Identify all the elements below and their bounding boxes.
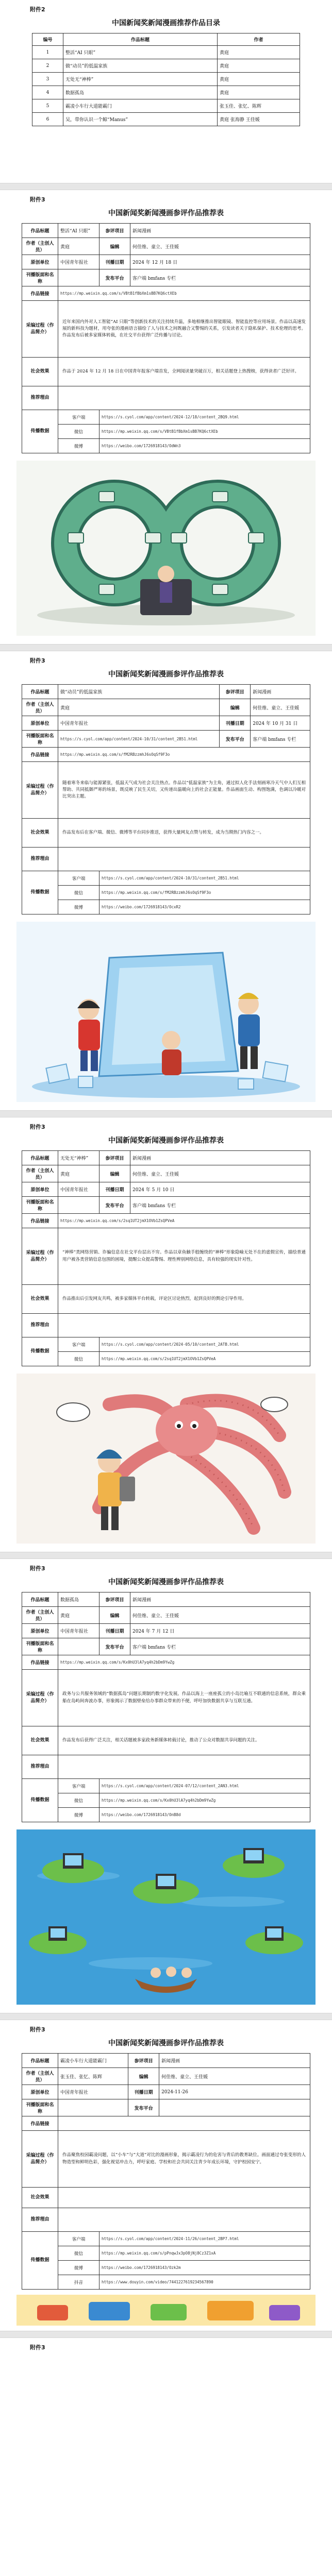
link-label: 抖音 [58,2275,99,2290]
field-value: 新闻漫画 [130,1151,310,1165]
publication-value [58,1197,99,1214]
intro-text: “神棒”类网络营销、诈骗信息在社交平台层出不穷。作品以章鱼触手般缠绕的“神棒”形象隐喻无处不在的虚假宣传，描绘普通用户被各类营销信息包围的困境，提醒公众提高警惕、理性辨别网络信息，具有较强的现实针对性。 [58,1228,310,1285]
toc-author: 黄庭 [218,59,300,73]
label-work-title: 作品标题 [22,1592,58,1607]
work-title: 霸凌小车行大道能霸门 [58,2054,128,2068]
appendix-label: 附件3 [30,1565,45,1572]
author-value: 黄庭 [58,699,220,716]
date-value: 2024 年 10 月 31 日 [251,716,310,731]
link-url[interactable]: https://weibo.com/1726918143/OdWn3 [99,439,310,453]
link-url[interactable]: https://s.cyol.com/app/content/2024-11/26/content_2BP7.html [99,2232,310,2246]
editor-value: 何佳维、童立、王佳媛 [159,2068,310,2085]
label-date: 刊播日期 [99,255,130,269]
editor-value: 何佳维、童立、王佳媛 [251,699,310,716]
label-link: 作品链接 [22,748,58,762]
date-value: 2024 年 5 月 10 日 [130,1182,310,1197]
field-value: 新闻漫画 [130,1592,310,1607]
label-work-title: 作品标题 [22,224,58,238]
appendix-label: 附件3 [30,2344,45,2351]
label-intro: 采编过程（作品简介） [22,762,58,819]
author-value: 黄庭 [58,1165,99,1182]
work-title: 整活“AI 只眼” [58,224,99,238]
label-work-title: 作品标题 [22,685,58,699]
label-link: 作品链接 [22,2116,58,2131]
label-intro: 采编过程（作品简介） [22,301,58,358]
opinion-text [58,1755,310,1779]
cartoon-illustration [16,1374,316,1544]
label-links: 传播数据 [22,1337,58,1366]
field-value: 新闻漫画 [251,685,310,699]
label-publication: 刊播版面和名称 [22,731,58,748]
appendix-label: 附件3 [30,1124,45,1130]
editor-value: 何佳维、童立、王佳媛 [130,1607,310,1624]
page-separator [0,1552,332,1559]
label-effect: 社会效果 [22,358,58,386]
cartoon-illustration [16,922,316,1102]
recommendation-form [22,684,310,914]
opinion-text [58,1314,310,1337]
effect-text [58,2188,310,2208]
label-editor: 编辑 [99,238,130,255]
intro-text: 随着寒冬来临与能源紧张，低温天气成为社会关注热点。作品以“低温家族”为主角，通过拟人化手法刻画寒冷天气中人们互相帮助、共同抵御严寒的场景，既反映了民生关切，又传递出温暖向上的社会正能量。作品画面生动、构图饱满，色调以冷暖对比突出主题。 [58,762,310,819]
cartoon-illustration [16,2295,316,2326]
label-work-title: 作品标题 [22,1151,58,1165]
table-row [32,99,300,113]
editor-value: 何佳维、童立、王佳媛 [130,1165,310,1182]
label-publication: 刊播版面和名称 [22,1638,58,1655]
work-link[interactable]: https://mp.weixin.qq.com/s/Kx0hU3lA7yq4h2bDm9YwZg [58,1655,310,1670]
label-platform: 发布平台 [128,2099,159,2116]
label-opinion: 推荐理由 [22,848,58,871]
link-label: 微博 [58,2261,99,2275]
publication-value [58,269,99,286]
toc-author: 黄庭 [218,46,300,59]
recommendation-form [22,223,310,453]
label-editor: 编辑 [128,2068,159,2085]
label-field: 参评项目 [128,2054,159,2068]
appendix-label: 附件3 [30,2026,45,2033]
label-link: 作品链接 [22,1655,58,1670]
link-url[interactable]: https://mp.weixin.qq.com/s/VBtB1fBbXm1sBB7KQ6ctXEb [99,425,310,439]
table-row [32,46,300,59]
work-link[interactable]: https://mp.weixin.qq.com/s/fM2RBzzmhJ6sOqSf9F3o [58,748,310,762]
link-url[interactable]: https://www.douyin.com/video/7441227619234567890 [99,2275,310,2290]
toc-title-cell: 无处无“神棒” [63,73,218,86]
toc-author: 黄庭 张海静 王佳媛 [218,113,300,126]
label-links: 传播数据 [22,2232,58,2290]
label-intro: 采编过程（作品简介） [22,2131,58,2188]
link-url[interactable]: https://mp.weixin.qq.com/s/fM2RBzzmhJ6sOqSf9F3o [99,886,310,900]
recommendation-form [22,1592,310,1822]
link-url[interactable]: https://mp.weixin.qq.com/s/Kx0hU3lA7yq4h2bDm9YwZg [99,1793,310,1808]
label-platform: 发布平台 [99,1197,130,1214]
page-separator [0,2013,332,2020]
appendix-label: 附件3 [30,657,45,664]
intro-text: 作品聚焦校园霸凌问题，以“小车”与“大道”对比的漫画形象，揭示霸凌行为的危害与背后的教育缺位。画面通过夸张变形的人物造型和鲜明色彩，强化视觉冲击力，呼吁家庭、学校和社会共同关注青少年成长环境，守护校园安宁。 [58,2131,310,2188]
cartoon-low-temp-family [16,922,316,1102]
link-url[interactable]: https://weibo.com/1726918143/Ozk2m [99,2261,310,2275]
toc-header-title: 作品标题 [63,33,218,46]
recommendation-form [22,2053,310,2290]
label-intro: 采编过程（作品简介） [22,1670,58,1726]
editor-value: 何佳维、童立、王佳媛 [130,238,310,255]
table-row [32,86,300,99]
label-author: 作者（主创人员） [22,238,58,255]
label-links: 传播数据 [22,410,58,453]
label-unit: 原创单位 [22,716,58,731]
label-field: 参评项目 [99,1592,130,1607]
platform-value: 客户端 bmfans 专栏 [130,269,310,286]
toc-author: 张玉佳、张忆、陈辉 [218,99,300,113]
link-label: 微信 [58,1793,99,1808]
label-publication: 刊播版面和名称 [22,1197,58,1214]
label-publication: 刊播版面和名称 [22,2099,58,2116]
label-opinion: 推荐理由 [22,2208,58,2232]
label-field: 参评项目 [220,685,251,699]
toc-header-author: 作者 [218,33,300,46]
link-label: 微博 [58,900,99,914]
toc-no: 1 [32,46,63,59]
link-label: 客户端 [58,871,99,886]
work-title: 数据孤岛 [58,1592,99,1607]
label-field: 参评项目 [99,224,130,238]
label-links: 传播数据 [22,871,58,914]
unit-value: 中国青年报社 [58,2085,128,2099]
form-title: 中国新闻奖新闻漫画参评作品推荐表 [108,2039,224,2047]
unit-value: 中国青年报社 [58,255,99,269]
label-platform: 发布平台 [99,1638,130,1655]
toc-title-cell: 数据孤岛 [63,86,218,99]
recommendation-form [22,1150,310,1366]
label-intro: 采编过程（作品简介） [22,1228,58,1285]
link-url[interactable]: https://mp.weixin.qq.com/s/pPnqwJx3pO8jNj8Cz3Z1xA [99,2246,310,2261]
label-opinion: 推荐理由 [22,386,58,410]
effect-text: 作品于 2024 年 12 月 18 日在中国青年报客户端首发，全网阅读量突破百万，相关话题登上热搜榜，获得读者广泛好评。 [58,358,310,386]
field-value: 新闻漫画 [159,2054,310,2068]
publication-value: https://s.cyol.com/app/content/2024-10/31/content_2B51.html [58,731,220,748]
page-separator [0,1110,332,1117]
cartoon-illustration [16,1829,316,2005]
toc-no: 2 [32,59,63,73]
link-label: 微信 [58,1352,99,1366]
label-date: 刊播日期 [99,1182,130,1197]
toc-no: 4 [32,86,63,99]
label-effect: 社会效果 [22,2188,58,2208]
link-label: 客户端 [58,1337,99,1352]
author-value: 黄庭 [58,238,99,255]
label-effect: 社会效果 [22,1726,58,1755]
label-link: 作品链接 [22,286,58,301]
link-label: 客户端 [58,2232,99,2246]
date-value: 2024-11-26 [159,2085,310,2099]
form-title: 中国新闻奖新闻漫画参评作品推荐表 [108,1578,224,1586]
label-author: 作者（主创人员） [22,2068,58,2085]
label-unit: 原创单位 [22,2085,58,2099]
date-value: 2024 年 12 月 18 日 [130,255,310,269]
unit-value: 中国青年报社 [58,716,220,731]
toc-title-cell: 吴，带你认识一个鲸“Manus” [63,113,218,126]
label-editor: 编辑 [99,1165,130,1182]
link-label: 微信 [58,425,99,439]
page-separator [0,183,332,190]
label-publication: 刊播版面和名称 [22,269,58,286]
link-label: 微信 [58,886,99,900]
link-label: 客户端 [58,410,99,425]
form-title: 中国新闻奖新闻漫画参评作品推荐表 [108,670,224,679]
label-unit: 原创单位 [22,1624,58,1638]
toc-title-cell: 霸凌小车行大道能霸门 [63,99,218,113]
cartoon-octopus [16,1374,316,1544]
opinion-text [58,2208,310,2232]
label-links: 传播数据 [22,1779,58,1822]
toc-no: 5 [32,99,63,113]
toc-author: 黄庭 [218,86,300,99]
work-link[interactable]: https://mp.weixin.qq.com/s/VBtB1fBbXm1sBB7KQ6ctXEb [58,286,310,301]
unit-value: 中国青年报社 [58,1624,99,1638]
label-date: 刊播日期 [128,2085,159,2099]
label-author: 作者（主创人员） [22,1607,58,1624]
toc-title: 中国新闻奖新闻漫画推荐作品目录 [112,19,220,27]
label-opinion: 推荐理由 [22,1314,58,1337]
platform-value: 客户端 bmfans 专栏 [130,1197,310,1214]
publication-value [58,2099,128,2116]
effect-text: 作品发布后获得广泛关注，相关话题被多家政务新媒体转载讨论，推动了公众对数据共享问题的关注。 [58,1726,310,1755]
appendix-label: 附件2 [30,6,45,13]
opinion-text [58,386,310,410]
cartoon-ai-eyes [16,461,316,636]
toc-header-no: 编号 [32,33,63,46]
link-url[interactable]: https://s.cyol.com/app/content/2024-05/10/content_2ATB.html [99,1337,310,1352]
toc-no: 6 [32,113,63,126]
link-url[interactable]: https://mp.weixin.qq.com/s/2sq1UT2jmX1OVb1ZsQPVeA [99,1352,310,1366]
work-link[interactable]: https://mp.weixin.qq.com/s/2sq1UT2jmX1OVb1ZsQPVeA [58,1214,310,1228]
intro-text: 政务与公共服务领域的“数据孤岛”问题长期制约数字化发展。作品以海上一座座孤立的小岛比喻互不联通的信息系统，群众乘船在岛屿间奔波办事，形象揭示了数据壁垒给办事群众带来的不便，呼吁加快数据共享与互联互通。 [58,1670,310,1726]
page-separator [0,644,332,651]
field-value: 新闻漫画 [130,224,310,238]
link-url[interactable]: https://s.cyol.com/app/content/2024-10/31/content_2B51.html [99,871,310,886]
unit-value: 中国青年报社 [58,1182,99,1197]
label-date: 刊播日期 [220,716,251,731]
form-title: 中国新闻奖新闻漫画参评作品推荐表 [108,1137,224,1145]
work-link[interactable] [58,2116,310,2131]
label-platform: 发布平台 [220,731,251,748]
opinion-text [58,848,310,871]
label-effect: 社会效果 [22,1285,58,1314]
label-author: 作者（主创人员） [22,699,58,716]
label-platform: 发布平台 [99,269,130,286]
toc-title-cell: 整活“AI 只眼” [63,46,218,59]
link-url[interactable]: https://weibo.com/1726918143/OcxR2 [99,900,310,914]
cartoon-bullying-strip [16,2295,316,2326]
table-row [32,59,300,73]
form-title: 中国新闻奖新闻漫画参评作品推荐表 [108,209,224,217]
link-label: 微博 [58,439,99,453]
publication-value [58,1638,99,1655]
link-url[interactable]: https://s.cyol.com/app/content/2024-12/18/content_2BQ9.html [99,410,310,425]
effect-text: 作品推出后引发网友共鸣，被多家媒体平台转载，评论区讨论热烈，起到良好的舆论引导作用。 [58,1285,310,1314]
label-link: 作品链接 [22,1214,58,1228]
work-title: 做“动员”的低温家族 [58,685,220,699]
work-title: 无处无“神棒” [58,1151,99,1165]
toc-header-row [32,33,300,46]
label-field: 参评项目 [99,1151,130,1165]
page-separator [0,2331,332,2338]
label-editor: 编辑 [99,1607,130,1624]
link-url[interactable]: https://s.cyol.com/app/content/2024-07/12/content_2AN3.html [99,1779,310,1793]
cartoon-data-islands [16,1829,316,2005]
label-unit: 原创单位 [22,255,58,269]
toc-title-cell: 做“动员”的低温家族 [63,59,218,73]
label-work-title: 作品标题 [22,2054,58,2068]
effect-text: 作品发布后在客户端、微信、微博等平台同步推送，获得大量网友点赞与转发，成为当期热门内容之一。 [58,819,310,848]
appendix-label: 附件3 [30,196,45,203]
label-unit: 原创单位 [22,1182,58,1197]
link-url[interactable]: https://weibo.com/1726918143/OnB8d [99,1808,310,1822]
label-date: 刊播日期 [99,1624,130,1638]
platform-value: 客户端 bmfans 专栏 [130,1638,310,1655]
date-value: 2024 年 7 月 12 日 [130,1624,310,1638]
cartoon-illustration [16,461,316,636]
link-label: 微信 [58,2246,99,2261]
label-editor: 编辑 [220,699,251,716]
table-row [32,113,300,126]
link-label: 微博 [58,1808,99,1822]
label-author: 作者（主创人员） [22,1165,58,1182]
toc-author: 黄庭 [218,73,300,86]
toc-table [32,33,300,126]
platform-value [159,2099,310,2116]
author-value: 张玉佳、张忆、陈辉 [58,2068,128,2085]
platform-value: 客户端 bmfans 专栏 [251,731,310,748]
label-effect: 社会效果 [22,819,58,848]
toc-no: 3 [32,73,63,86]
intro-text: 近年来国内外对人工智能“AI 只眼”等创新技术的关注持续升温，多地相继推出智能眼镜、智能监控等应用场景。作品以高速发展的新科技为题材，用夸张的漫画语言描绘了人与技术之间既融合又警惕的关系，引发读者关于隐私保护、技术伦理的思考。作品发布后被多家媒体转载，在社交平台获得广泛传播与讨论。 [58,301,310,358]
author-value: 黄庭 [58,1607,99,1624]
link-label: 客户端 [58,1779,99,1793]
label-opinion: 推荐理由 [22,1755,58,1779]
table-row [32,73,300,86]
